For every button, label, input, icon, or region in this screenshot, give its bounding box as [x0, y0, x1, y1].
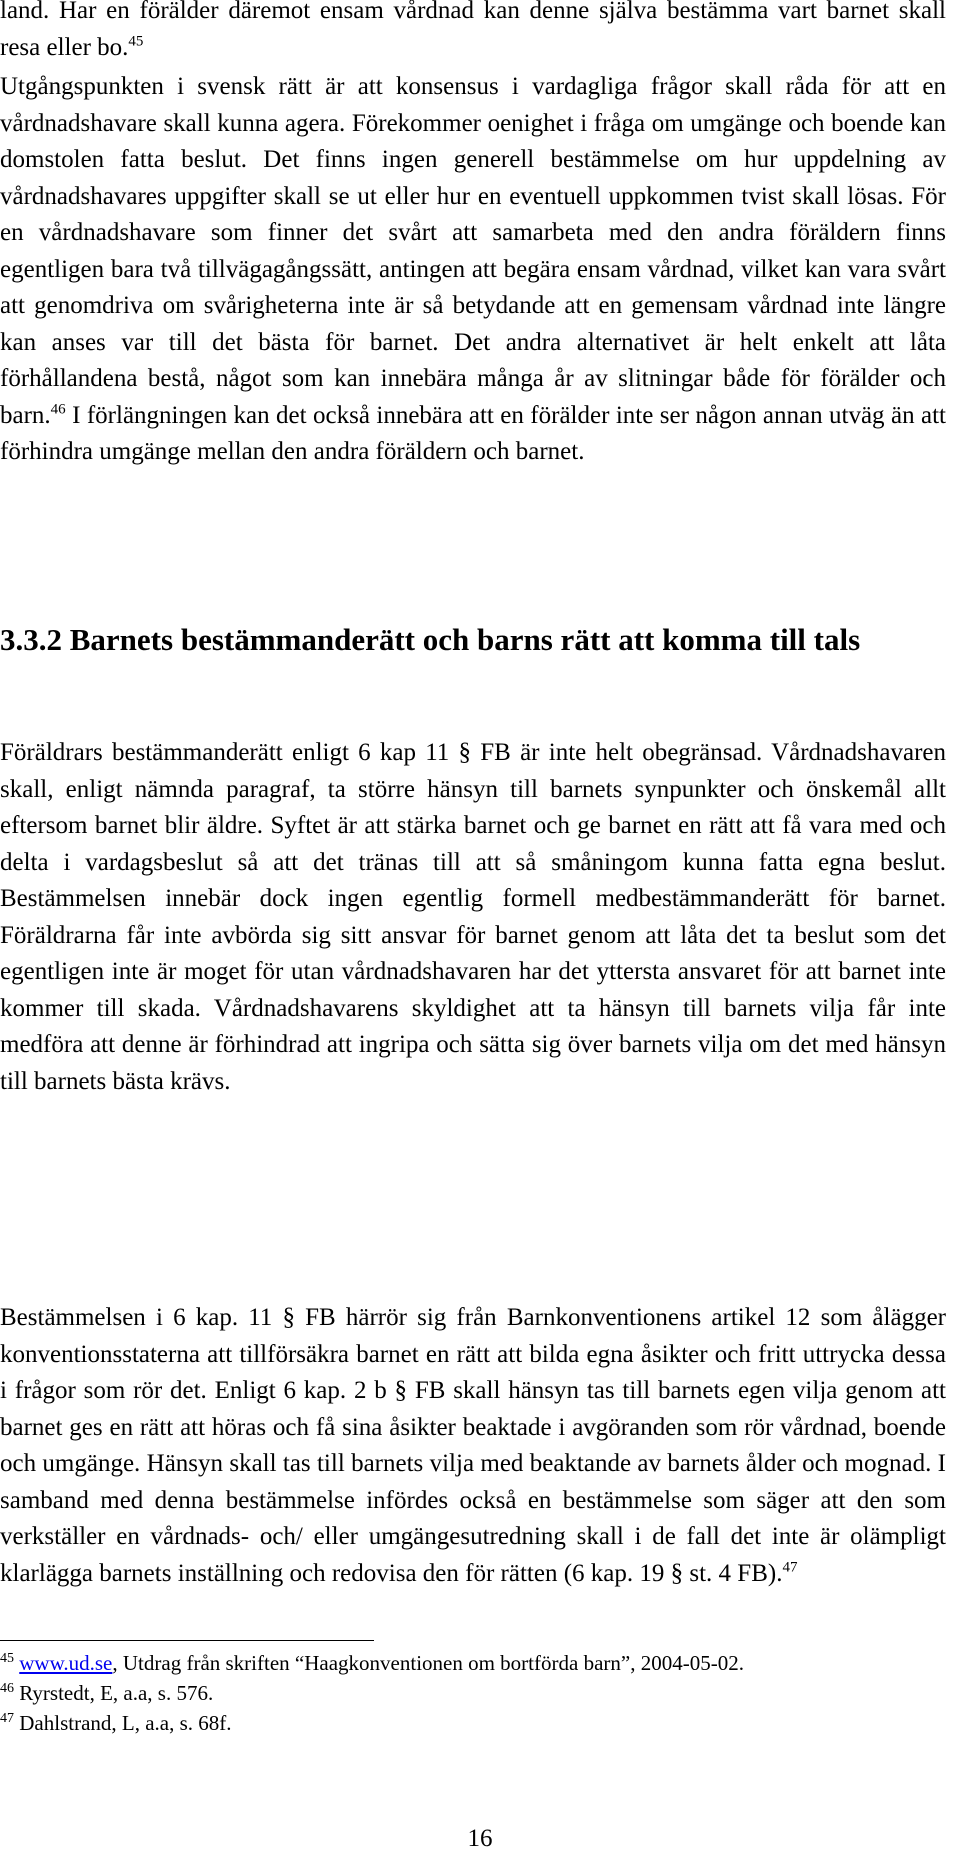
- paragraph-1-text: land. Har en förälder däremot ensam vårdnad kan denne själva bestämma vart barnet skall resa eller bo.: [0, 0, 946, 61]
- footnote-number: 47: [0, 1711, 14, 1726]
- footnote-separator: [0, 1640, 374, 1641]
- footnote-45: [0, 1648, 946, 1678]
- page-number: 16: [467, 1825, 493, 1852]
- footnote-text: , Utdrag från skriften “Haagkonventionen om bortförda barn”, 2004-05-02.: [112, 1651, 744, 1675]
- paragraph-3: Föräldrars bestämmanderätt enligt 6 kap 11 § FB är inte helt obegränsad. Vårdnadshavaren skall, enligt nämnda paragraf, ta större hänsyn till barnets synpunkter och önskemål allt eftersom barnet blir äldre. Syftet är att stärka barnet och ge barnet en rätt att få vara med och delta i vardagsbeslut så att det tränas till att så småningom kunna fatta egna beslut. Bestämmelsen innebär dock ingen egentlig formell medbestämmanderätt för barnet. Föräldrarna får inte avbörda sig sitt ansvar för barnet genom att låta det ta beslut som det egentligen inte är moget för utan vårdnadshavaren har det yttersta ansvaret för att barnet inte kommer till skada. Vårdnadshavarens skyldighet att ta hänsyn till barnets vilja får inte medföra att denne är förhindrad att ingripa och sätta sig över barnets vilja om det med hänsyn till barnets bästa krävs.: [0, 739, 946, 1095]
- footnote-46: [0, 1678, 946, 1708]
- footnote-text: Ryrstedt, E, a.a, s. 576.: [19, 1681, 214, 1705]
- paragraph-2-text-b: I förlängningen kan det också innebära att en förälder inte ser någon annan utväg än att förhindra umgänge mellan den andra föräldern och barnet.: [0, 401, 946, 465]
- paragraph-2-text-a: Utgångspunkten i svensk rätt är att konsensus i vardagliga frågor skall råda för att en vårdnadshavare skall kunna agera. Förekommer oenighet i fråga om umgänge och boende kan domstolen fatta beslut. Det finns ingen generell bestämmelse om hur uppdelning av vårdnadshavares uppgifter skall se ut eller hur en eventuell uppkommen tvist skall lösas. För en vårdnadshavare som finner det svårt att samarbeta med den andra föräldern finns egentligen bara två tillvägagångssätt, antingen att begära ensam vårdnad, vilket kan vara svårt att genomdriva om svårigheterna inte är så betydande att en gemensam vårdnad inte längre kan anses var till det bästa för barnet. Det andra alternativet är helt enkelt att låta förhållandena bestå, något som kan innebära många år av slitningar både för förälder och barn.: [0, 73, 946, 429]
- paragraph-2: [0, 69, 946, 471]
- paragraph-4: [0, 1300, 946, 1592]
- footnote-ref-47[interactable]: 47: [782, 1559, 798, 1576]
- footnote-number: 45: [0, 1651, 14, 1666]
- footnote-number: 46: [0, 1681, 14, 1696]
- footnote-link[interactable]: www.ud.se: [19, 1651, 113, 1675]
- paragraph-1: [0, 0, 946, 66]
- footnote-text: Dahlstrand, L, a.a, s. 68f.: [19, 1711, 232, 1735]
- footnote-47: [0, 1708, 946, 1738]
- footnote-ref-45[interactable]: 45: [128, 33, 144, 50]
- footnotes-section: [0, 1648, 946, 1738]
- paragraph-4-text: Bestämmelsen i 6 kap. 11 § FB härrör sig från Barnkonventionens artikel 12 som ålägger konventionsstaterna att tillförsäkra barnet en rätt att bilda egna åsikter och fritt uttrycka dessa i frågor som rör det. Enligt 6 kap. 2 b § FB skall hänsyn tas till barnets egen vilja genom att barnet ges en rätt att höras och få sina åsikter beaktade i avgöranden som rör vårdnad, boende och umgänge. Hänsyn skall tas till barnets vilja med beaktande av barnets ålder och mognad. I samband med denna bestämmelse infördes också en bestämmelse som säger att den som verkställer en vårdnads- och/ eller umgängesutredning skall i de fall det inte är olämpligt klarlägga barnets inställning och redovisa den för rätten (6 kap. 19 § st. 4 FB).: [0, 1304, 946, 1587]
- footnote-ref-46[interactable]: 46: [50, 401, 66, 418]
- section-heading: 3.3.2 Barnets bestämmanderätt och barns rätt att komma till tals: [0, 622, 861, 657]
